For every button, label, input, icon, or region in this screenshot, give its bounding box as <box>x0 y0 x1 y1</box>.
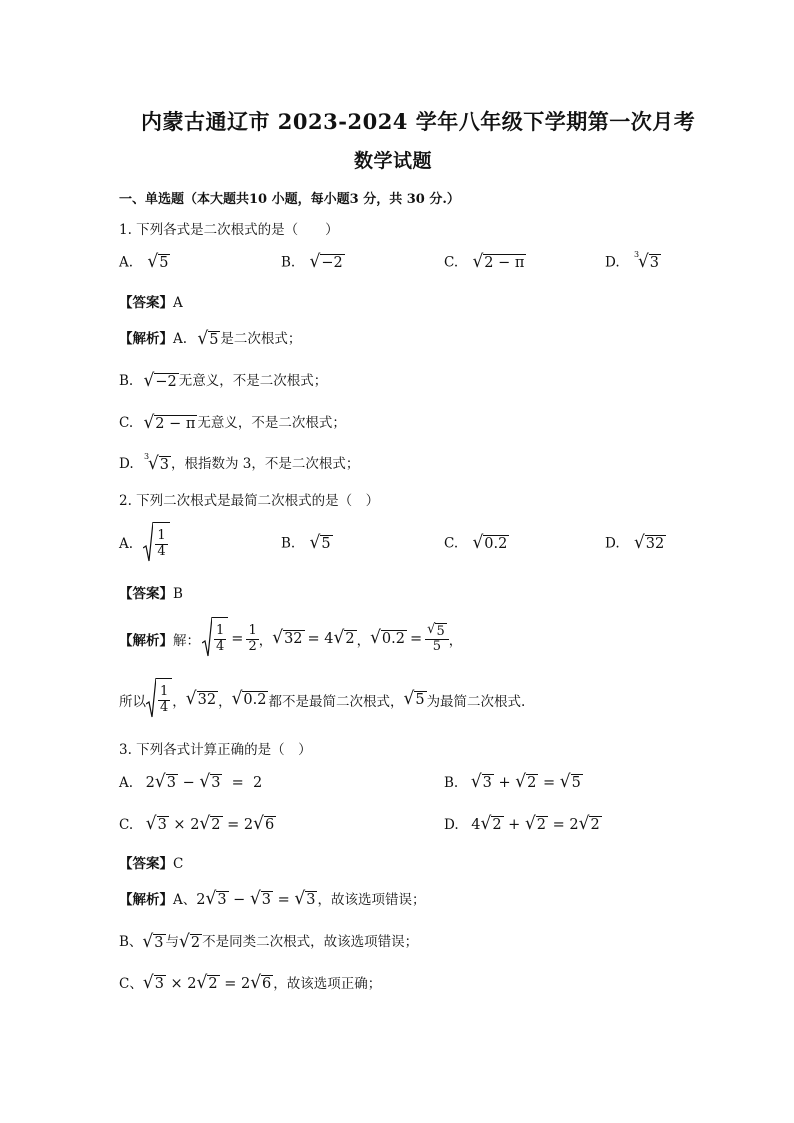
cube-root-expression: 3 √ 3 <box>633 250 660 273</box>
answer-tag: 【答案】 <box>119 295 173 311</box>
answer-value: B <box>173 586 183 602</box>
explanation-label: C、 <box>119 976 143 992</box>
radicand: 3 <box>649 255 660 271</box>
denominator: 4 <box>157 544 166 559</box>
option-label: C. <box>119 816 134 833</box>
separator: ， <box>448 633 463 649</box>
radical-sign <box>202 617 212 661</box>
radicand: 32 <box>197 692 217 709</box>
radicand: 32 <box>284 631 303 648</box>
radicand: 5 <box>159 255 169 271</box>
radicand: 3 <box>159 456 170 473</box>
radicand: 2 <box>345 631 355 648</box>
radicand: 0.2 <box>381 631 405 648</box>
radicand: 5 <box>209 331 219 348</box>
explanation-tag: 【解析】 <box>119 331 173 347</box>
option-label: D. <box>444 816 459 833</box>
sqrt-expression: √ 5 <box>403 688 425 710</box>
math-expression: √ 3 × 2 √ 2 = 2 √ 6 <box>145 813 275 835</box>
sqrt-fraction-expression <box>202 617 228 661</box>
option-label: A. <box>119 774 134 791</box>
separator: ， <box>258 633 273 649</box>
section-heading: 一、单选题（本大题共10 小题，每小题3 分，共 30 分.） <box>119 192 460 207</box>
equation-rhs: = 4 <box>307 631 334 647</box>
q3-explanation-line-1 <box>119 888 425 909</box>
math-expression: √ 3 + √ 2 = √ 5 <box>470 771 581 793</box>
sqrt-expression: √ 0.2 <box>370 627 405 649</box>
explanation-text: 无意义，不是二次根式； <box>197 415 346 431</box>
math-expression: 4 √ 2 + √ 2 = 2 √ 2 <box>471 813 600 835</box>
explanation-tag: 【解析】 <box>119 633 173 649</box>
q2-option-d <box>605 532 666 554</box>
numerator: 1 <box>248 622 257 638</box>
answer-tag: 【答案】 <box>119 856 173 872</box>
sqrt-fraction-expression <box>146 678 172 722</box>
denominator: 4 <box>160 700 169 715</box>
q1-option-c <box>444 251 526 273</box>
explanation-text: 与 <box>165 934 179 950</box>
option-label: C. <box>444 535 459 552</box>
q3-answer <box>119 852 183 872</box>
explanation-tag: 【解析】 <box>119 892 173 908</box>
option-label: B. <box>281 254 296 271</box>
numerator: 1 <box>160 684 169 700</box>
separator: ， <box>356 633 371 649</box>
q2-option-b <box>281 532 333 554</box>
sqrt-expression: √ 2 − π <box>472 251 525 273</box>
q1-option-a <box>119 251 170 273</box>
fraction <box>425 623 449 656</box>
q1-explanation-line-3 <box>119 411 346 432</box>
sqrt-expression: √ −2 <box>143 369 177 391</box>
explanation-text: ，根指数为 3，不是二次根式； <box>171 456 360 472</box>
question-3-stem: 3. 下列各式计算正确的是（ ） <box>119 742 312 758</box>
option-label: D. <box>605 535 620 552</box>
q2-explanation-line-1 <box>119 617 462 661</box>
explanation-label: C. <box>119 415 134 431</box>
sqrt-expression: √ 2 − π <box>143 411 196 433</box>
math-expression: √ 3 × 2 √ 2 = 2 √ 6 <box>142 972 272 994</box>
option-label: C. <box>444 254 459 271</box>
q2-option-a <box>119 522 170 566</box>
q2-explanation-line-2 <box>119 678 525 722</box>
page-title: 内蒙古通辽市 2023-2024 学年八年级下学期第一次月考 <box>141 109 696 134</box>
cube-root-expression: 3 √ 3 <box>143 451 170 474</box>
sqrt-expression: √ 32 <box>185 688 217 710</box>
radicand: 0.2 <box>484 536 508 552</box>
q3-option-d <box>444 813 602 835</box>
sqrt-expression: √ 5 <box>197 327 219 349</box>
answer-tag: 【答案】 <box>119 586 173 602</box>
explanation-text: ，故该选项正确； <box>273 976 382 992</box>
sqrt-fraction-expression <box>143 522 169 566</box>
explanation-text: 都不是最简二次根式， <box>268 694 404 710</box>
explanation-text: 不是同类二次根式，故该选项错误； <box>202 934 419 950</box>
explanation-label: B、 <box>119 934 143 950</box>
q3-option-c <box>119 813 276 835</box>
q1-option-d <box>605 250 661 273</box>
answer-value: A <box>173 295 183 311</box>
sqrt-expression: √ 2 <box>179 930 201 952</box>
root-index: 3 <box>633 250 640 259</box>
fraction <box>246 624 258 655</box>
option-label: B. <box>281 535 296 552</box>
explanation-text: 无意义，不是二次根式； <box>178 373 328 389</box>
equals-sign: = <box>409 631 423 647</box>
q3-explanation-line-3 <box>119 972 381 993</box>
explanation-label: A. <box>173 331 188 347</box>
explanation-label: A、 <box>173 892 197 908</box>
q2-option-c <box>444 532 509 554</box>
q1-explanation-line-2 <box>119 369 327 390</box>
q1-explanation-line-1 <box>119 327 301 348</box>
sqrt-expression: √ 32 <box>633 532 665 554</box>
numerator: 1 <box>216 623 225 639</box>
q1-answer <box>119 291 183 311</box>
radicand: −2 <box>321 255 343 271</box>
numerator: 1 <box>157 528 166 544</box>
radicand: 5 <box>415 692 425 709</box>
math-expression: 2 √ 3 − √ 3 = 2 <box>145 771 263 793</box>
denominator: 4 <box>216 639 225 654</box>
equals-sign: = <box>231 631 244 647</box>
sqrt-expression: √ 0.2 <box>231 688 267 710</box>
q2-answer <box>119 582 183 602</box>
q1-option-b <box>281 251 345 273</box>
q3-explanation-line-2 <box>119 930 418 951</box>
radicand: 2 − π <box>155 415 196 432</box>
radicand: 5 <box>321 536 331 552</box>
sqrt-expression: √ 5 <box>309 532 331 554</box>
radicand: 2 − π <box>484 255 525 271</box>
option-label: D. <box>605 254 620 271</box>
root-index: 3 <box>143 451 150 461</box>
option-label: A. <box>119 536 134 552</box>
sqrt-expression: √ −2 <box>309 251 343 273</box>
option-label: A. <box>119 254 134 271</box>
radicand: 5 <box>436 623 445 639</box>
explanation-text: 是二次根式； <box>220 331 302 347</box>
denominator: 2 <box>248 638 257 654</box>
radicand: 32 <box>645 536 665 552</box>
explanation-label: D. <box>119 456 134 472</box>
math-expression: 2 √ 3 − √ 3 = √ 3 <box>196 888 316 910</box>
sqrt-expression: √ 32 <box>272 627 303 649</box>
page-subtitle: 数学试题 <box>354 150 433 172</box>
separator: ， <box>172 694 186 710</box>
radicand: 0.2 <box>243 692 267 709</box>
radicand: −2 <box>155 373 177 390</box>
sqrt-expression: √ 5 <box>147 251 169 273</box>
explanation-text: 为最简二次根式. <box>426 694 526 710</box>
sqrt-expression: √ 3 <box>142 930 164 952</box>
answer-value: C <box>173 856 184 872</box>
radical-sign <box>143 522 153 566</box>
q3-option-a <box>119 771 263 793</box>
explanation-text: ，故该选项错误； <box>317 892 426 908</box>
numerator: √ 5 <box>425 623 449 641</box>
sqrt-expression: √ 2 <box>333 627 355 649</box>
sqrt-expression: √ 0.2 <box>472 532 508 554</box>
question-2-stem: 2. 下列二次根式是最简二次根式的是（ ） <box>119 493 380 509</box>
option-label: B. <box>444 774 459 791</box>
q3-option-b <box>444 771 583 793</box>
denominator: 5 <box>432 639 442 655</box>
explanation-label: B. <box>119 373 134 389</box>
explanation-text: 解： <box>173 633 200 649</box>
explanation-text: 所以 <box>119 694 146 710</box>
separator: ， <box>218 694 232 710</box>
question-1-stem: 1. 下列各式是二次根式的是（ ） <box>119 222 339 238</box>
radical-sign <box>146 678 156 722</box>
q1-explanation-line-4 <box>119 452 359 473</box>
